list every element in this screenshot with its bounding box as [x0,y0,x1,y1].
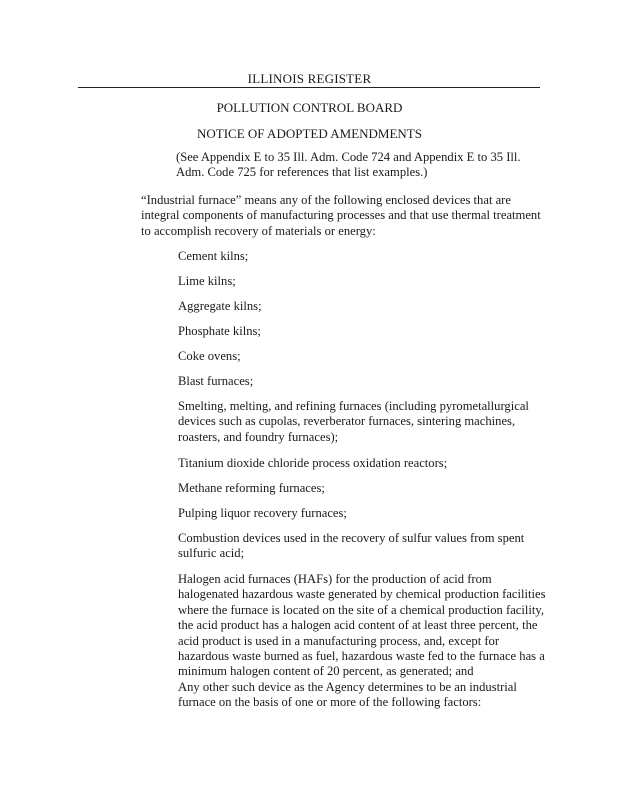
list-item-titanium-reactors: Titanium dioxide chloride process oxidation reactors; [178,456,448,470]
list-item-lime-kilns: Lime kilns; [178,274,236,288]
list-item-blast-furnaces: Blast furnaces; [178,374,254,388]
register-title: ILLINOIS REGISTER [247,71,372,86]
board-name: POLLUTION CONTROL BOARD [216,100,403,115]
list-item-pulping-furnaces: Pulping liquor recovery furnaces; [178,506,347,520]
list-item-cement-kilns: Cement kilns; [178,249,249,263]
header-divider [78,87,540,88]
reference-note: (See Appendix E to 35 Ill. Adm. Code 724 and Appendix E to 35 Ill. Adm. Code 725 for references that list examples.) [176,150,521,180]
list-item-coke-ovens: Coke ovens; [178,349,241,363]
industrial-furnace-definition: “Industrial furnace” means any of the following enclosed devices that are integral components of manufacturing processes and that use thermal treatment to accomplish recovery of materials or energy: [141,193,541,238]
list-item-phosphate-kilns: Phosphate kilns; [178,324,261,338]
notice-title: NOTICE OF ADOPTED AMENDMENTS [197,126,422,141]
list-item-aggregate-kilns: Aggregate kilns; [178,299,262,313]
list-item-smelting-furnaces: Smelting, melting, and refining furnaces (including pyrometallurgical devices such as cupolas, reverberator furnaces, sintering machines, roasters, and foundry furnaces); [178,399,529,444]
list-item-methane-furnaces: Methane reforming furnaces; [178,481,325,495]
list-item-halogen-acid-furnaces: Halogen acid furnaces (HAFs) for the production of acid from halogenated hazardous waste generated by chemical production facilities where the furnace is located on the site of a chemical production facility, the acid product has a halogen acid content of at least three percent, the acid product is used in a manufacturing process, and, except for hazardous waste burned as fuel, hazardous waste fed to the furnace has a minimum halogen content of 20 percent, as generated; and [178,572,546,679]
list-item-other-devices: Any other such device as the Agency determines to be an industrial furnace on the basis of one or more of the following factors: [178,680,517,710]
list-item-sulfur-combustion: Combustion devices used in the recovery of sulfur values from spent sulfuric acid; [178,531,525,561]
